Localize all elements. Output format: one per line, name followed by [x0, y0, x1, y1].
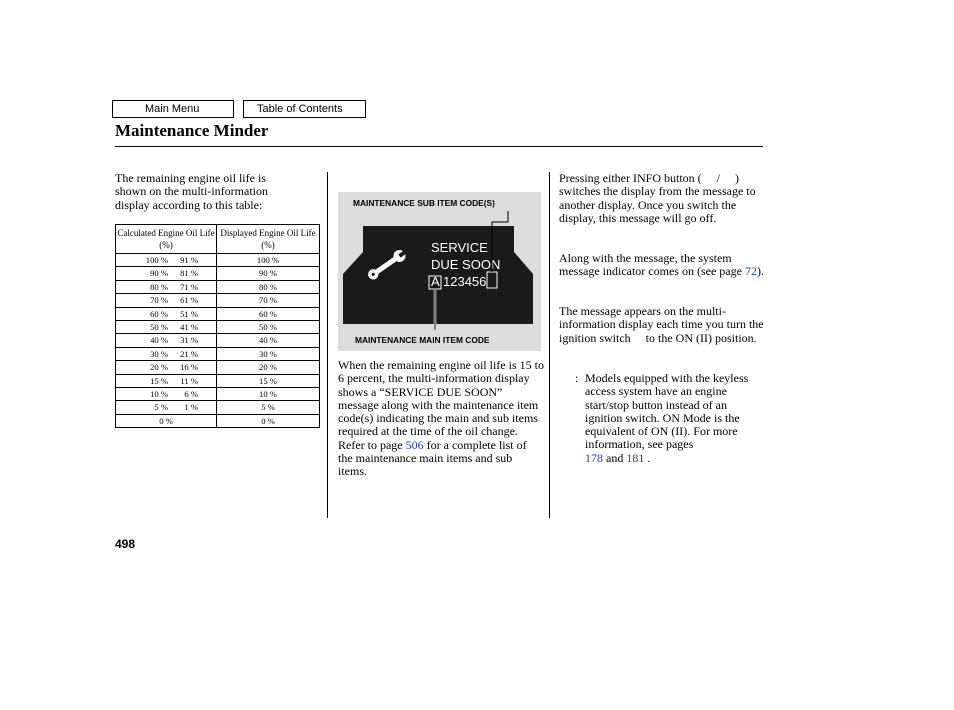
calculated-to: 31 % — [180, 335, 198, 346]
main-menu-button[interactable]: Main Menu — [112, 100, 234, 118]
displayed-cell: 30 % — [217, 347, 320, 360]
note-prefix: : — [575, 371, 579, 385]
sub-item-code-label: MAINTENANCE SUB ITEM CODE(S) — [353, 198, 495, 208]
displayed-cell: 20 % — [217, 361, 320, 374]
calculated-to: 41 % — [180, 322, 198, 333]
table-row — [116, 280, 320, 293]
calculated-to: 91 % — [180, 255, 198, 265]
calculated-from: 90 % — [150, 268, 168, 279]
indicator-text: Along with the message, the system message indicator comes on (see page — [559, 251, 742, 279]
calculated-to: 16 % — [180, 362, 198, 373]
calculated-from: 15 % — [150, 375, 168, 386]
calculated-from: 50 % — [150, 322, 168, 333]
note-end: . — [647, 450, 651, 465]
calculated-cell — [116, 280, 217, 293]
calculated-to: 71 % — [180, 281, 198, 292]
calculated-cell — [116, 321, 217, 334]
column-divider-left — [327, 172, 328, 518]
note-text: Models equipped with the keyless access system have an engine start/stop button instead of an ignition switch. ON Mode is the equivalent of ON (II). For more information, see pages — [585, 371, 749, 452]
displayed-cell: 50 % — [217, 321, 320, 334]
table-row — [116, 401, 320, 414]
calculated-cell — [116, 267, 217, 280]
calculated-value: 0 % — [159, 415, 173, 426]
calculated-cell — [116, 254, 217, 267]
oil-life-intro: The remaining engine oil life is shown on the multi-information display according to this table: — [115, 171, 268, 212]
displayed-cell: 90 % — [217, 267, 320, 280]
table-of-contents-button[interactable]: Table of Contents — [243, 100, 366, 118]
calculated-to: 6 % — [184, 389, 198, 400]
calculated-from: 40 % — [150, 335, 168, 346]
table-row — [116, 254, 320, 267]
displayed-cell: 100 % — [217, 254, 320, 267]
note-and: and — [606, 450, 624, 465]
indicator-paragraph — [559, 252, 764, 279]
calculated-from: 80 % — [150, 281, 168, 292]
calculated-cell — [116, 374, 217, 387]
calculated-from: 70 % — [150, 295, 168, 306]
table-header-displayed: Displayed Engine Oil Life (%) — [217, 225, 320, 254]
displayed-cell: 70 % — [217, 294, 320, 307]
calculated-to: 1 % — [184, 402, 198, 413]
display-screen — [338, 192, 541, 351]
displayed-cell: 80 % — [217, 280, 320, 293]
calculated-to: 21 % — [180, 348, 198, 359]
table-row — [116, 294, 320, 307]
table-row — [116, 414, 320, 427]
table-row — [116, 374, 320, 387]
page-link-178[interactable]: 178 — [585, 450, 603, 465]
calculated-from: 10 % — [150, 389, 168, 400]
displayed-cell: 0 % — [217, 414, 320, 427]
table-row — [116, 347, 320, 360]
screen-service-text: SERVICE — [431, 240, 488, 255]
displayed-cell: 60 % — [217, 307, 320, 320]
screen-sub-code: 123456 — [443, 274, 487, 289]
ignition-paragraph: The message appears on the multi-information display each time you turn the ignition switch to the ON (II) position. — [559, 304, 764, 345]
keyless-note — [585, 372, 765, 465]
page-link-72[interactable]: 72 — [744, 264, 757, 279]
page-link-506[interactable]: 506 — [405, 437, 424, 452]
screen-due-soon-text: DUE SOON — [431, 257, 501, 272]
calculated-to: 81 % — [180, 268, 198, 279]
info-button-paragraph: Pressing either INFO button ( / ) switches the display from the message to another display. Once you switch the display, this message will go off. — [559, 171, 756, 225]
displayed-cell: 10 % — [217, 388, 320, 401]
calculated-from: 100 % — [145, 255, 168, 265]
oil-life-table — [115, 224, 320, 428]
calculated-from: 5 % — [154, 402, 168, 413]
table-row — [116, 267, 320, 280]
calculated-from: 60 % — [150, 308, 168, 319]
table-row — [116, 361, 320, 374]
calculated-cell — [116, 307, 217, 320]
table-row — [116, 334, 320, 347]
calculated-cell — [116, 414, 217, 427]
calculated-to: 51 % — [180, 308, 198, 319]
calculated-from: 30 % — [150, 348, 168, 359]
calculated-cell — [116, 334, 217, 347]
display-illustration — [338, 192, 541, 351]
page-link-181[interactable]: 181 — [626, 450, 645, 465]
displayed-cell: 5 % — [217, 401, 320, 414]
displayed-cell: 15 % — [217, 374, 320, 387]
calculated-cell — [116, 388, 217, 401]
column-divider-right — [549, 172, 550, 518]
calculated-cell — [116, 294, 217, 307]
main-item-code-label: MAINTENANCE MAIN ITEM CODE — [355, 335, 490, 345]
displayed-cell: 40 % — [217, 334, 320, 347]
page-number: 498 — [115, 537, 136, 551]
calculated-cell — [116, 401, 217, 414]
title-rule — [115, 146, 763, 147]
desc-text-end: for a complete list of the maintenance main items and sub items. — [338, 437, 527, 479]
table-row — [116, 307, 320, 320]
indicator-text-end: ). — [756, 264, 764, 279]
calculated-to: 61 % — [180, 295, 198, 306]
table-row — [116, 321, 320, 334]
desc-text: When the remaining engine oil life is 15 to 6 percent, the multi-information display shows a “SERVICE DUE SOON” message along with the maintenance item code(s) indicating the main and sub items required at the time of the oil change. Refer to page — [338, 358, 544, 452]
calculated-cell — [116, 347, 217, 360]
table-header-calculated: Calculated Engine Oil Life (%) — [116, 225, 217, 254]
calculated-from: 20 % — [150, 362, 168, 373]
page-title: Maintenance Minder — [115, 121, 269, 140]
table-row — [116, 388, 320, 401]
calculated-cell — [116, 361, 217, 374]
calculated-to: 11 % — [180, 375, 198, 386]
screen-main-code: A — [431, 274, 440, 289]
oil-life-description — [338, 359, 544, 479]
